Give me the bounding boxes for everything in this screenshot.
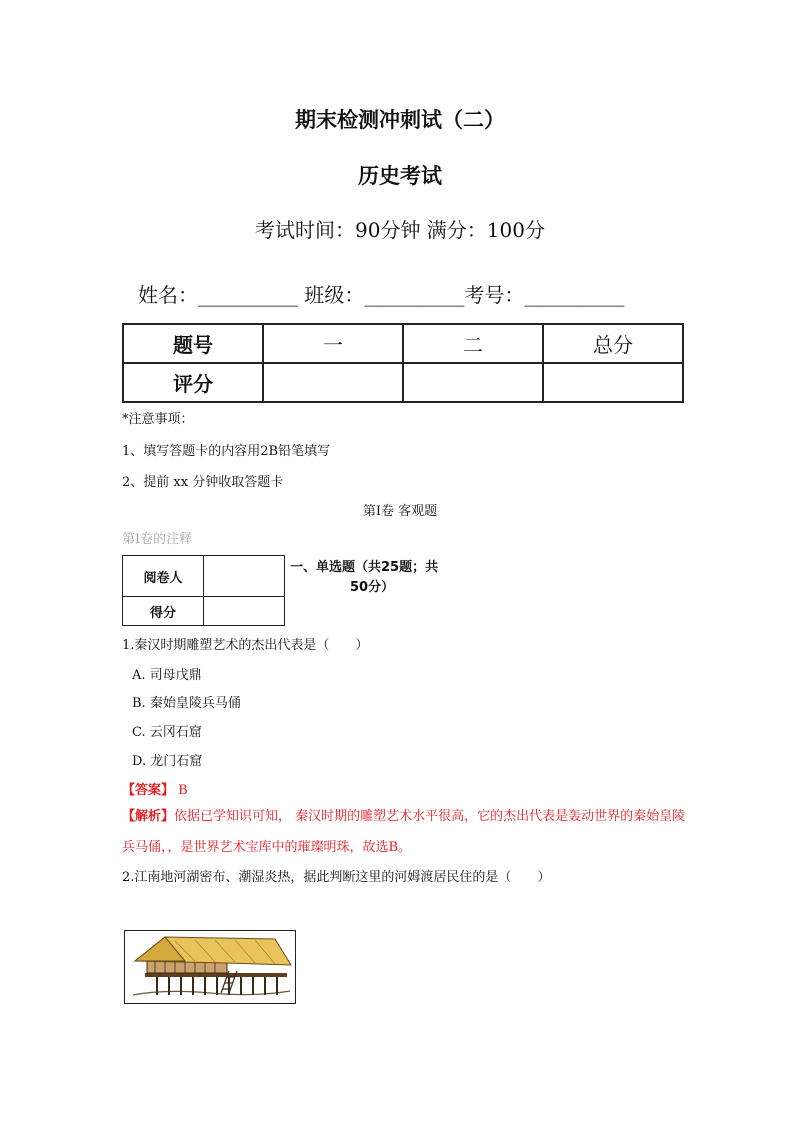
grader-cell[interactable] — [204, 556, 285, 597]
exam-subject: 历史考试 — [358, 164, 442, 188]
explanation — [122, 801, 692, 863]
student-info-fields[interactable]: 姓名：__________ 班级：__________考号：__________ — [138, 283, 625, 307]
score-cell-total[interactable] — [543, 363, 683, 402]
score-cell-1[interactable] — [263, 363, 403, 402]
answer-label: 【答案】 — [122, 783, 175, 798]
stilt-house-illustration — [124, 930, 296, 1004]
score-table-col-2: 二 — [403, 324, 543, 363]
grader-label: 阅卷人 — [123, 556, 204, 597]
part-title-line: 一、单选题（共25题；共 — [290, 560, 439, 575]
score-cell-2[interactable] — [403, 363, 543, 402]
score-table-score-row — [123, 363, 683, 402]
stilt-house-drawing — [125, 931, 295, 1003]
part-title-line: 50分） — [350, 580, 395, 595]
score-table-col-1: 一 — [263, 324, 403, 363]
explanation-label: 【解析】 — [122, 809, 175, 824]
part-title — [290, 558, 465, 598]
score-table — [122, 323, 684, 403]
exam-time-info: 考试时间：90分钟 满分：100分 — [255, 218, 545, 242]
question-stem: 1.秦汉时期雕塑艺术的杰出代表是（ ） — [122, 638, 369, 653]
grader-score-label: 得分 — [123, 597, 204, 626]
note-item: 2、提前 xx 分钟收取答题卡 — [122, 475, 284, 490]
option-a[interactable]: A. 司母戊鼎 — [132, 668, 202, 683]
option-d[interactable]: D. 龙门石窟 — [132, 754, 203, 769]
exam-title: 期末检测冲刺试（二） — [295, 108, 505, 132]
answer-value: B — [178, 783, 188, 798]
explanation-text: 依据已学知识可知， 秦汉时期的雕塑艺术水平很高，它的杰出代表是轰动世界的秦始皇陵兵马俑，，是世界艺术宝库中的璀璨明珠，故选B。 — [122, 809, 686, 855]
option-c[interactable]: C. 云冈石窟 — [132, 725, 202, 740]
section-note: 第Ⅰ卷的注释 — [122, 532, 193, 547]
note-item: 1、填写答题卡的内容用2B铅笔填写 — [122, 444, 331, 459]
grader-table — [122, 555, 285, 626]
score-table-row-label: 评分 — [123, 363, 263, 402]
grader-score-cell[interactable] — [204, 597, 285, 626]
score-table-row-label: 题号 — [123, 324, 263, 363]
question-stem: 2.江南地河湖密布、潮湿炎热，据此判断这里的河姆渡居民住的是（ ） — [122, 870, 551, 885]
answer-line — [122, 779, 188, 798]
score-table-col-total: 总分 — [543, 324, 683, 363]
section-title: 第Ⅰ卷 客观题 — [362, 504, 438, 519]
option-b[interactable]: B. 秦始皇陵兵马俑 — [132, 696, 241, 711]
score-table-header-row — [123, 324, 683, 363]
notes-title: *注意事项： — [122, 412, 194, 427]
